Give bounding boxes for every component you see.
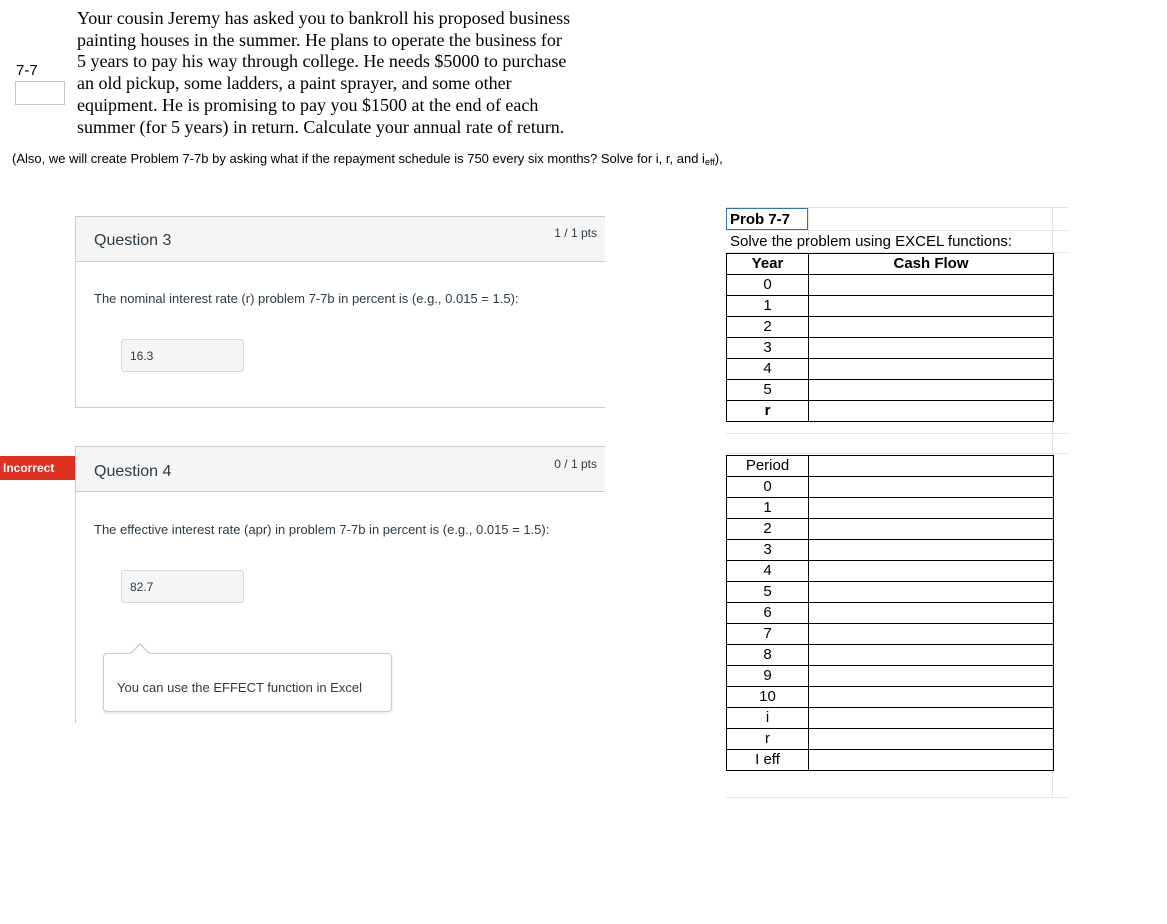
note-subscript: eff [704,157,715,167]
year-cell[interactable]: 3 [727,338,809,359]
incorrect-badge: Incorrect [0,456,78,480]
excel-gridline [726,797,1069,798]
period-value-cell[interactable] [809,582,1054,603]
note-main: (Also, we will create Problem 7-7b by asking what if the repayment schedule is 750 every six months? Solve for i, r, and i [12,151,705,166]
cash-flow-cell[interactable] [809,317,1054,338]
table-row [727,317,1054,338]
question-4-hint: You can use the EFFECT function in Excel [103,653,392,712]
excel-gridline [726,433,1069,434]
problem-text-line: painting houses in the summer. He plans to operate the business for [77,29,562,50]
period-value-cell[interactable] [809,624,1054,645]
period-cell[interactable]: 8 [727,645,809,666]
period-value-cell[interactable] [809,645,1054,666]
excel-gridline [726,230,1069,231]
period-value-cell[interactable] [809,666,1054,687]
cash-flow-cell[interactable] [809,275,1054,296]
period-value-cell[interactable] [809,687,1054,708]
period-value-cell[interactable] [809,561,1054,582]
interest-i-value-cell[interactable] [809,708,1054,729]
period-cell[interactable]: 6 [727,603,809,624]
table-row [727,338,1054,359]
period-cell[interactable]: 10 [727,687,809,708]
question-3-answer: 16.3 [121,339,244,372]
question-4-points: 0 / 1 pts [554,457,597,471]
table-row [727,729,1054,750]
table-row [727,603,1054,624]
interest-eff-label-cell[interactable]: I eff [727,750,809,771]
table-row [727,561,1054,582]
table-header-row [727,456,1054,477]
period-value-header[interactable] [809,456,1054,477]
period-value-cell[interactable] [809,540,1054,561]
question-3-points: 1 / 1 pts [554,226,597,240]
period-value-cell[interactable] [809,477,1054,498]
table-row [727,750,1054,771]
question-4-header [75,446,605,492]
interest-eff-value-cell[interactable] [809,750,1054,771]
excel-title-cell[interactable]: Prob 7-7 [726,208,808,230]
interest-i-label-cell[interactable]: i [727,708,809,729]
period-cell[interactable]: 2 [727,519,809,540]
table-row [727,275,1054,296]
excel-cashflow-table [726,253,1054,422]
problem-answer-box [15,81,65,105]
period-value-cell[interactable] [809,603,1054,624]
cash-flow-header[interactable]: Cash Flow [809,254,1054,275]
cash-flow-cell[interactable] [809,359,1054,380]
interest-r-value-cell[interactable] [809,729,1054,750]
period-cell[interactable]: 5 [727,582,809,603]
question-4-title: Question 4 [94,463,172,480]
period-value-cell[interactable] [809,519,1054,540]
period-cell[interactable]: 9 [727,666,809,687]
question-4-left-border [75,446,76,723]
question-3-header [75,216,605,262]
table-row [727,519,1054,540]
year-cell[interactable]: 1 [727,296,809,317]
problem-text-line: an old pickup, some ladders, a paint sprayer, and some other [77,73,512,94]
period-value-cell[interactable] [809,498,1054,519]
table-row [727,296,1054,317]
table-row [727,624,1054,645]
table-row [727,359,1054,380]
excel-period-table [726,455,1054,771]
problem-text-line: summer (for 5 years) in return. Calculate your annual rate of return. [77,116,565,137]
period-cell[interactable]: 3 [727,540,809,561]
table-row [727,666,1054,687]
table-row [727,582,1054,603]
excel-subtitle: Solve the problem using EXCEL functions: [730,233,1013,250]
rate-label-cell[interactable]: r [727,401,809,422]
year-cell[interactable]: 0 [727,275,809,296]
year-cell[interactable]: 4 [727,359,809,380]
table-row [727,645,1054,666]
question-3-prompt: The nominal interest rate (r) problem 7-7b in percent is (e.g., 0.015 = 1.5): [94,291,519,306]
table-row [727,498,1054,519]
problem-number: 7-7 [16,62,38,79]
table-row [727,687,1054,708]
question-3-left-border [75,216,76,407]
year-cell[interactable]: 2 [727,317,809,338]
problem-text-line: Your cousin Jeremy has asked you to bankroll his proposed business [77,8,571,28]
period-cell[interactable]: 4 [727,561,809,582]
period-cell[interactable]: 7 [727,624,809,645]
question-3-bottom-border [75,407,605,408]
year-cell[interactable]: 5 [727,380,809,401]
problem-text-line: 5 years to pay his way through college. He needs $5000 to purchase [77,51,567,72]
cash-flow-cell[interactable] [809,380,1054,401]
cash-flow-cell[interactable] [809,338,1054,359]
table-row [727,401,1054,422]
note-end: ), [714,151,723,166]
period-cell[interactable]: 1 [727,498,809,519]
problem-text [77,8,637,138]
question-4-answer: 82.7 [121,570,244,603]
table-header-row [727,254,1054,275]
hint-caret-fill [131,645,149,654]
question-3-title: Question 3 [94,232,172,249]
problem-variant-note [12,151,723,167]
period-header[interactable]: Period [727,456,809,477]
table-row [727,380,1054,401]
rate-value-cell[interactable] [809,401,1054,422]
excel-gridline [726,453,1069,454]
table-row [727,477,1054,498]
year-header[interactable]: Year [727,254,809,275]
problem-text-line: equipment. He is promising to pay you $1500 at the end of each [77,94,539,115]
cash-flow-cell[interactable] [809,296,1054,317]
interest-r-label-cell[interactable]: r [727,729,809,750]
question-4-prompt: The effective interest rate (apr) in problem 7-7b in percent is (e.g., 0.015 = 1.5): [94,522,550,537]
table-row [727,708,1054,729]
period-cell[interactable]: 0 [727,477,809,498]
table-row [727,540,1054,561]
